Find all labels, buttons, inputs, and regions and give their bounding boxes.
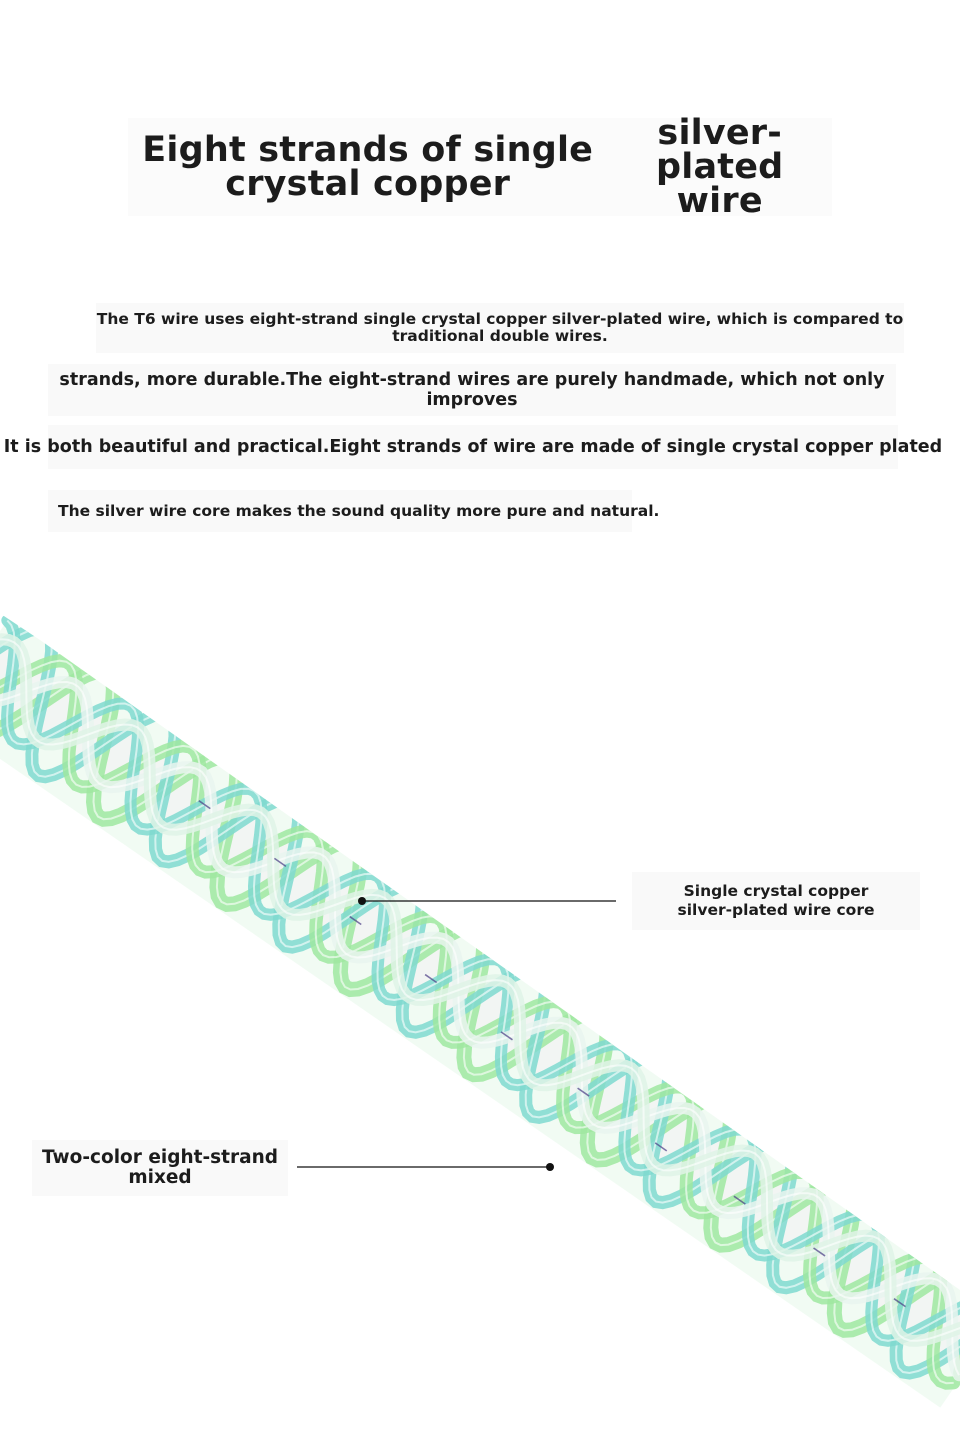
description-paragraph-2-line-1: strands, more durable.The eight-strand wires are purely handmade, which not only [59, 370, 885, 390]
description-paragraph-1-line-2: traditional double wires. [392, 327, 608, 345]
braided-cable-illustration [0, 560, 960, 1430]
description-paragraph-2-line-2: improves [426, 390, 518, 410]
page-title-line-2: silver-plated wire [656, 113, 784, 221]
page-title [128, 113, 832, 221]
description-paragraph-4 [48, 490, 660, 532]
description-paragraph-1 [96, 303, 904, 353]
core-callout-line-2: silver-plated wire core [677, 901, 875, 919]
description-paragraph-4-text: The silver wire core makes the sound quality more pure and natural. [58, 502, 660, 520]
core-callout-line-1: Single crystal copper [683, 882, 869, 900]
description-paragraph-2 [48, 364, 896, 416]
cable-braid [0, 602, 960, 1407]
page-title-line-1: Eight strands of single crystal copper [142, 130, 594, 204]
core-leader-dot [358, 897, 366, 905]
core-callout [632, 872, 920, 930]
mixed-callout-line-1: Two-color eight-strand [41, 1147, 279, 1168]
mixed-leader-dot [546, 1163, 554, 1171]
mixed-callout [32, 1140, 288, 1196]
description-paragraph-3 [3, 425, 943, 469]
description-paragraph-3-text: It is both beautiful and practical.Eight strands of wire are made of single crystal copper plated [3, 437, 943, 457]
mixed-callout-line-2: mixed [128, 1167, 192, 1188]
description-paragraph-1-line-1: The T6 wire uses eight-strand single crystal copper silver-plated wire, which is compared to [96, 310, 904, 328]
